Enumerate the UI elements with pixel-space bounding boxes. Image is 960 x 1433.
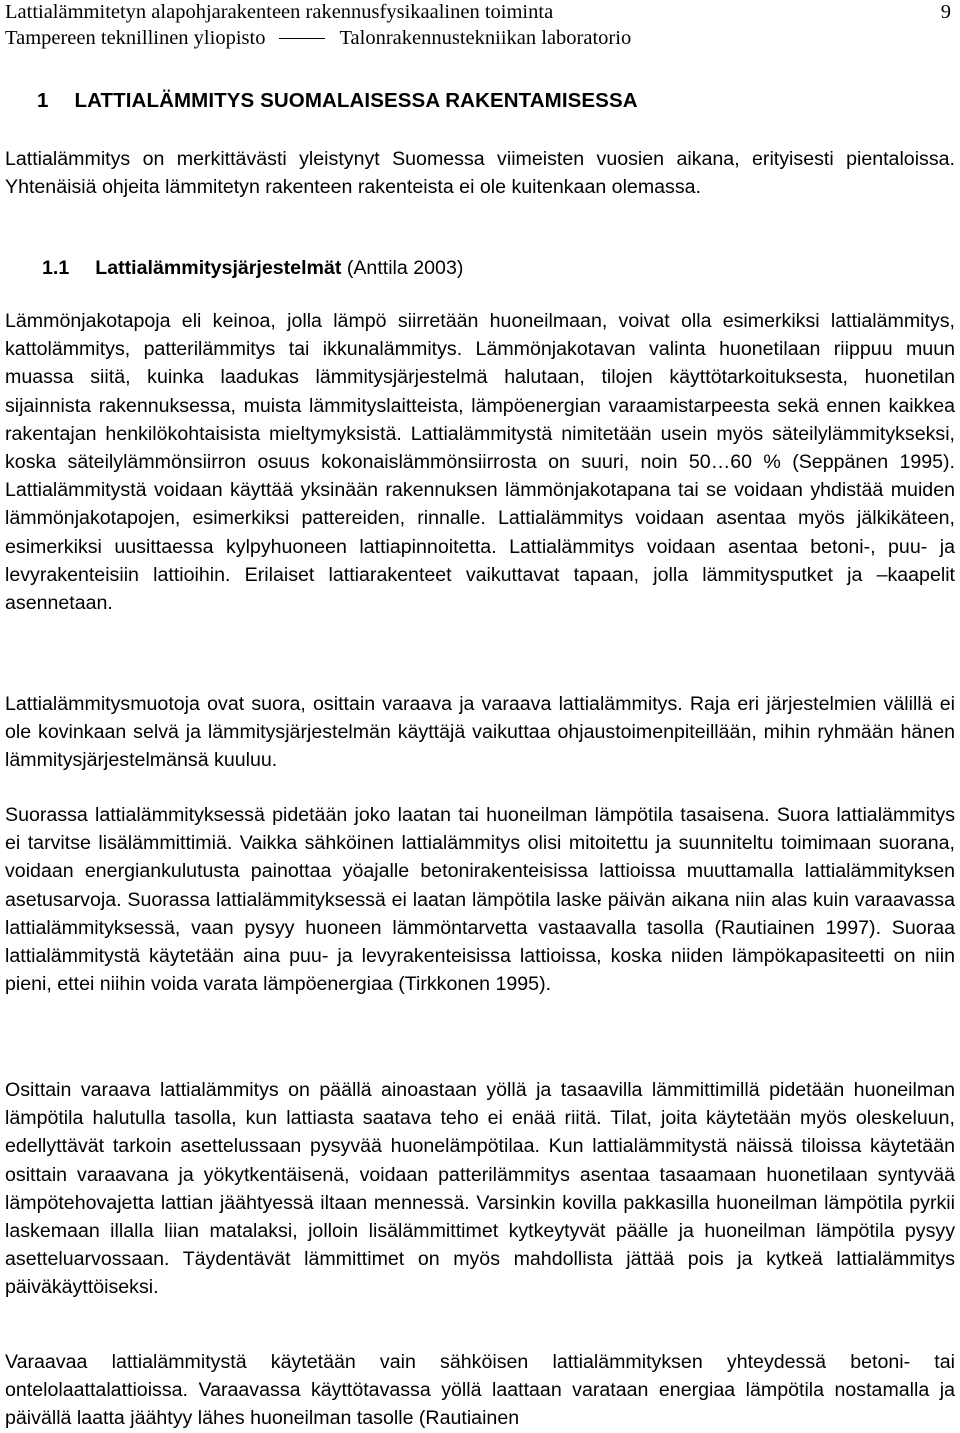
paragraph: Osittain varaava lattialämmitys on päällä ainoastaan yöllä ja tasaavilla lämmittimillä pidetään huoneilman lämpötila halutulla tasolla, kun lattiasta saatava teho ei enää riitä. Tilat, joita käytetään myös oleskeluun, edellyttävät tarkoin asettelussaan pysyvää huonelämpötilaa. Kun lattialämmitystä näissä tiloissa käytetään osittain varaavana ja yökytkentäisenä, voidaan patterilämmitys asentaa tasaamaan huonetilaan syntyvää lämpötehovajetta lattian jäähtyessä iltaan mennessä. Varsinkin kovilla pakkasilla huoneilman lämpötila pyrkii laskemaan illalla liian matalaksi, jolloin lisälämmittimet kytkeytyvät päälle ja huoneilman lämpötila pysyy asetteluarvossaan. Täydentävät lämmittimet on myös mahdollista jättää pois ja kytkeä lattialämmitys päiväkäyttöiseksi.: [5, 1079, 955, 1299]
section-number: 1.1: [42, 257, 70, 279]
paragraph: Lattialämmitysmuotoja ovat suora, osittain varaava ja varaava lattialämmitys. Raja eri järjestelmien välillä ei ole kovinkaan selvä ja lämmitysjärjestelmän käyttäjä vaikuttaa ohjaustoimenpiteillään, mihin ryhmään hänen lämmitysjärjestelmänsä kuuluu.: [5, 693, 955, 772]
chapter-heading: [37, 89, 638, 113]
intro-block: [5, 145, 955, 201]
header-title: Lattialämmitetyn alapohjarakenteen rakennusfysikaalinen toiminta: [5, 1, 554, 23]
paragraph-block-2: [5, 690, 955, 775]
section-title: Lattialämmitysjärjestelmät: [95, 257, 342, 279]
page-number: 9: [940, 1, 951, 23]
paragraph-block-5: [5, 1348, 955, 1433]
section-heading: [42, 257, 463, 280]
paragraph: Lämmönjakotapoja eli keinoa, jolla lämpö siirretään huoneilmaan, voivat olla esimerkiksi lattialämmitys, kattolämmitys, patterilämmitys tai ikkunalämmitys. Lämmönjakotavan valinta huonetilaan riippuu muun muassa siitä, kuinka laadukas lämmitysjärjestelmä halutaan, tilojen käyttötarkoituksesta, huonetilan sijainnista rakennuksessa, muista lämmityslaitteista, lämpöenergian varaamistarpeesta sekä ennen kaikkea rakentajan henkilökohtaisista mieltymyksistä. Lattialämmitystä nimitetään usein myös säteilylämmitykseksi, koska säteilylämmönsiirron osuus kokonaislämmönsiirrosta on suuri, noin 50…60 % (Seppänen 1995). Lattialämmitystä voidaan käyttää yksinään rakennuksen lämmönjakotapana tai se voidaan yhdistää muiden lämmönjakotapojen, esimerkiksi pattereiden, rinnalle. Lattialämmitys voidaan asentaa myös jälkikäteen, esimerkiksi uusittaessa kylpyhuoneen lattiapinnoitetta. Lattialämmitys voidaan asentaa betoni-, puu- ja levyrakenteisiin lattioihin. Erilaiset lattiarakenteet vaikuttavat tapaan, jolla lämmitysputket ja –kaapelit asennetaan.: [5, 310, 955, 615]
header-university: Tampereen teknillinen yliopisto: [5, 27, 266, 49]
paragraph: Varaavaa lattialämmitystä käytetään vain sähköisen lattialämmityksen yhteydessä betoni- tai ontelolaattalattioissa. Varaavassa käyttötavassa yöllä laattaan varataan energiaa lämpötila nostamalla ja päivällä laatta jäähtyy lähes huoneilman tasolle (Rautiainen: [5, 1351, 955, 1430]
chapter-title: LATTIALÄMMITYS SUOMALAISESSA RAKENTAMISESSA: [74, 89, 638, 112]
running-header: [5, 0, 955, 52]
paragraph-block-4: [5, 1076, 955, 1302]
document-page: [5, 0, 955, 1430]
header-laboratory: Talonrakennustekniikan laboratorio: [339, 27, 632, 49]
header-dash-divider: [279, 38, 325, 39]
paragraph-block-1: [5, 307, 955, 617]
chapter-number: 1: [37, 89, 49, 112]
section-citation: (Anttila 2003): [346, 257, 464, 279]
paragraph-block-3: [5, 801, 955, 998]
intro-paragraph: Lattialämmitys on merkittävästi yleistynyt Suomessa viimeisten vuosien aikana, erityisesti pientaloissa. Yhtenäisiä ohjeita lämmitetyn rakenteen rakenteista ei ole kuitenkaan olemassa.: [5, 148, 955, 199]
paragraph: Suorassa lattialämmityksessä pidetään joko laatan tai huoneilman lämpötila tasaisena. Suora lattialämmitys ei tarvitse lisälämmittimiä. Vaikka sähköinen lattialämmitys olisi mitoitettu ja suunniteltu toimimaan suorana, voidaan energiankulutusta painottaa yöajalle betonirakenteisissa lattioissa muuttamalla lattialämmityksen asetusarvoja. Suorassa lattialämmityksessä ei laatan lämpötila laske päivän aikana niin alas kuin varaavassa lattialämmityksessä, vaan pysyy huoneen lämmöntarvetta vastaavalla tasolla (Rautiainen 1997). Suoraa lattialämmitystä käytetään aina puu- ja levyrakenteisissa lattioissa, koska niiden lämpökapasiteetti on niin pieni, ettei niihin voida varata lämpöenergiaa (Tirkkonen 1995).: [5, 804, 955, 996]
